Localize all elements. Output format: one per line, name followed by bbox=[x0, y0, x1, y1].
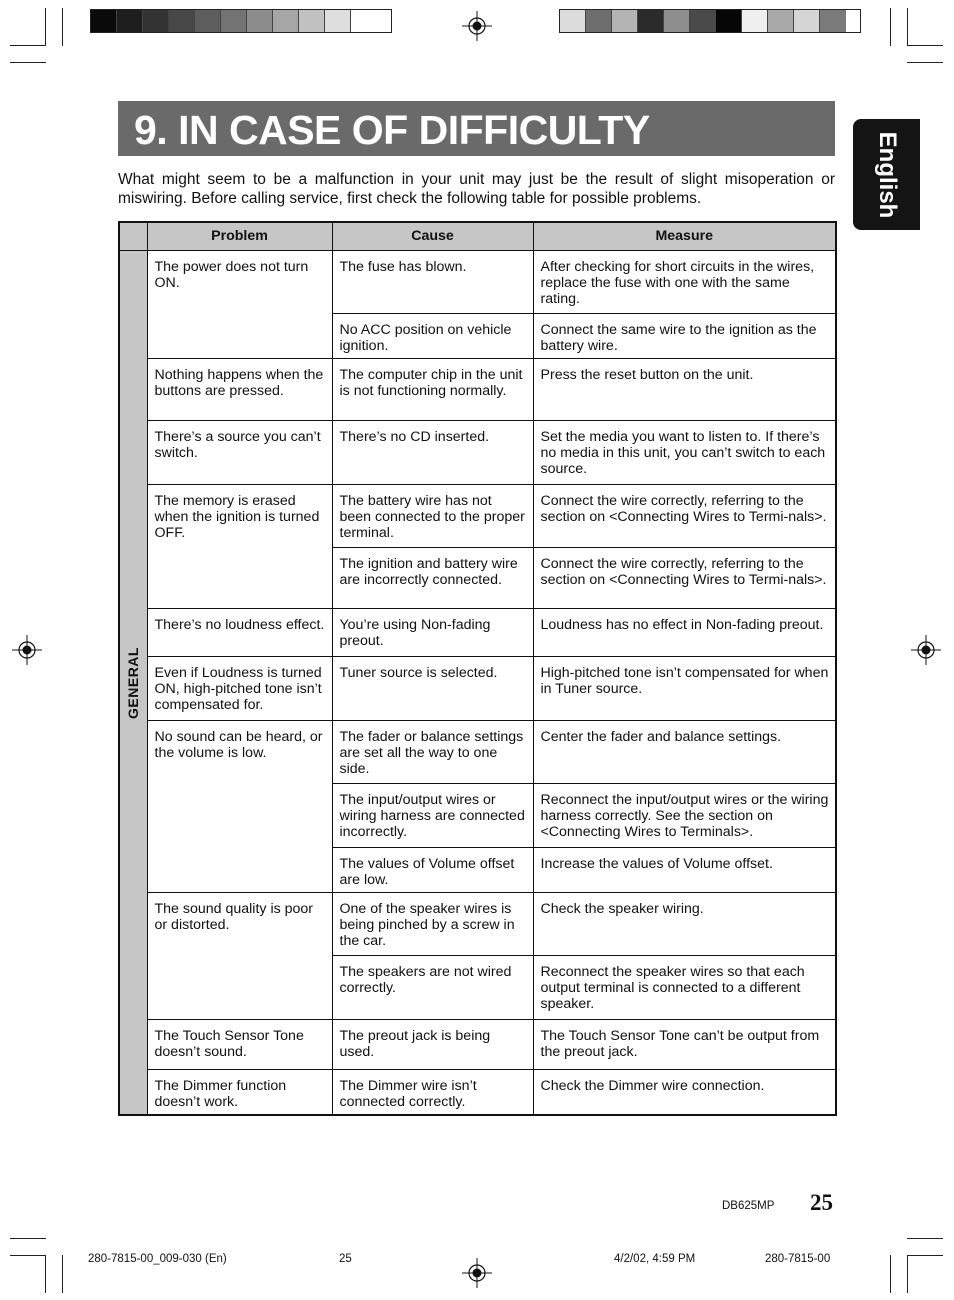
cause-cell: Tuner source is selected. bbox=[332, 656, 533, 720]
problem-cell: There’s no loudness effect. bbox=[147, 608, 332, 656]
gray-scale-swatch bbox=[612, 10, 638, 32]
table-row bbox=[119, 420, 836, 484]
table-header-row bbox=[119, 222, 836, 250]
cause-cell: No ACC position on vehicle ignition. bbox=[332, 313, 533, 358]
measure-cell: Press the reset button on the unit. bbox=[533, 358, 836, 420]
crop-mark bbox=[907, 1255, 908, 1293]
header-cause: Cause bbox=[332, 222, 533, 250]
measure-cell: Set the media you want to listen to. If there’s no media in this unit, you can’t switch to each source. bbox=[533, 420, 836, 484]
gray-scale-swatch bbox=[586, 10, 612, 32]
language-tab bbox=[853, 119, 920, 230]
crop-mark bbox=[907, 45, 943, 46]
problem-cell: Even if Loudness is turned ON, high-pitched tone isn’t compensated for. bbox=[147, 656, 332, 720]
crop-mark bbox=[907, 1238, 943, 1239]
troubleshooting-table bbox=[118, 221, 837, 1116]
measure-cell: Connect the wire correctly, referring to the section on <Connecting Wires to Termi-nals>. bbox=[533, 484, 836, 547]
problem-cell: The Dimmer function doesn’t work. bbox=[147, 1069, 332, 1115]
crop-mark bbox=[10, 45, 46, 46]
cause-cell: One of the speaker wires is being pinched by a screw in the car. bbox=[332, 892, 533, 955]
crop-mark bbox=[907, 62, 943, 63]
cause-cell: The preout jack is being used. bbox=[332, 1019, 533, 1069]
cause-cell: The Dimmer wire isn’t connected correctly. bbox=[332, 1069, 533, 1115]
problem-cell: Nothing happens when the buttons are pressed. bbox=[147, 358, 332, 420]
cause-cell: The ignition and battery wire are incorrectly connected. bbox=[332, 547, 533, 608]
measure-cell: The Touch Sensor Tone can’t be output from the preout jack. bbox=[533, 1019, 836, 1069]
section-title-bar bbox=[118, 101, 835, 156]
section-label: GENERAL bbox=[125, 646, 142, 719]
gray-scale-swatch bbox=[117, 10, 143, 32]
registration-mark-icon bbox=[462, 11, 492, 41]
page-title: 9. IN CASE OF DIFFICULTY bbox=[134, 107, 650, 153]
gray-scale-swatch bbox=[325, 10, 351, 32]
crop-mark bbox=[907, 1255, 943, 1256]
cause-cell: The input/output wires or wiring harness are connected incorrectly. bbox=[332, 783, 533, 847]
table-row bbox=[119, 484, 836, 547]
gray-scale-swatch bbox=[690, 10, 716, 32]
gray-scale-swatch bbox=[794, 10, 820, 32]
gray-scale-swatch bbox=[768, 10, 794, 32]
problem-cell: The power does not turn ON. bbox=[147, 250, 332, 358]
gray-scale-swatch bbox=[221, 10, 247, 32]
table-row bbox=[119, 358, 836, 420]
problem-cell: There’s a source you can’t switch. bbox=[147, 420, 332, 484]
problem-cell: The memory is erased when the ignition is turned OFF. bbox=[147, 484, 332, 608]
crop-mark bbox=[10, 62, 46, 63]
measure-cell: Reconnect the input/output wires or the wiring harness correctly. See the section on <Connecting Wires to Terminals>. bbox=[533, 783, 836, 847]
section-label-cell bbox=[119, 250, 147, 1115]
table-row bbox=[119, 1069, 836, 1115]
table-row bbox=[119, 608, 836, 656]
crop-mark bbox=[45, 8, 46, 46]
cause-cell: The computer chip in the unit is not functioning normally. bbox=[332, 358, 533, 420]
crop-mark bbox=[10, 1255, 46, 1256]
table-row bbox=[119, 1019, 836, 1069]
file-reference: 280-7815-00_009-030 (En) bbox=[88, 1253, 227, 1265]
table-row bbox=[119, 892, 836, 955]
table-row bbox=[119, 250, 836, 313]
cause-cell: There’s no CD inserted. bbox=[332, 420, 533, 484]
gray-scale-swatch bbox=[273, 10, 299, 32]
crop-mark bbox=[62, 8, 63, 46]
problem-cell: No sound can be heard, or the volume is low. bbox=[147, 720, 332, 892]
measure-cell: Connect the wire correctly, referring to the section on <Connecting Wires to Termi-nals>. bbox=[533, 547, 836, 608]
measure-cell: Loudness has no effect in Non-fading preout. bbox=[533, 608, 836, 656]
color-calibration-bar-right bbox=[559, 9, 861, 33]
gray-scale-swatch bbox=[195, 10, 221, 32]
crop-mark bbox=[890, 1255, 891, 1293]
header-measure: Measure bbox=[533, 222, 836, 250]
gray-scale-swatch bbox=[143, 10, 169, 32]
color-calibration-bar-left bbox=[90, 9, 392, 33]
problem-cell: The sound quality is poor or distorted. bbox=[147, 892, 332, 1019]
crop-mark bbox=[890, 8, 891, 46]
model-number: DB625MP bbox=[722, 1200, 775, 1212]
gray-scale-swatch bbox=[299, 10, 325, 32]
problem-cell: The Touch Sensor Tone doesn’t sound. bbox=[147, 1019, 332, 1069]
gray-scale-swatch bbox=[820, 10, 846, 32]
intro-paragraph: What might seem to be a malfunction in your unit may just be the result of slight misoperation or miswiring. Before calling service, first check the following table for possible problems. bbox=[118, 171, 835, 207]
gray-scale-swatch bbox=[664, 10, 690, 32]
cause-cell: You’re using Non-fading preout. bbox=[332, 608, 533, 656]
crop-mark bbox=[62, 1255, 63, 1293]
crop-mark bbox=[907, 8, 908, 46]
header-problem: Problem bbox=[147, 222, 332, 250]
cause-cell: The fader or balance settings are set all the way to one side. bbox=[332, 720, 533, 783]
registration-mark-icon bbox=[462, 1258, 492, 1288]
table-row bbox=[119, 656, 836, 720]
measure-cell: High-pitched tone isn’t compensated for when in Tuner source. bbox=[533, 656, 836, 720]
gray-scale-swatch bbox=[247, 10, 273, 32]
cause-cell: The values of Volume offset are low. bbox=[332, 847, 533, 892]
part-number: 280-7815-00 bbox=[765, 1253, 831, 1265]
gray-scale-swatch bbox=[351, 10, 377, 32]
print-date: 4/2/02, 4:59 PM bbox=[614, 1253, 696, 1265]
cause-cell: The battery wire has not been connected to the proper terminal. bbox=[332, 484, 533, 547]
measure-cell: Check the speaker wiring. bbox=[533, 892, 836, 955]
page-number: 25 bbox=[810, 1190, 833, 1215]
measure-cell: Increase the values of Volume offset. bbox=[533, 847, 836, 892]
table-row bbox=[119, 720, 836, 783]
header-corner bbox=[119, 222, 147, 250]
registration-mark-icon bbox=[12, 635, 42, 665]
cause-cell: The fuse has blown. bbox=[332, 250, 533, 313]
registration-mark-icon bbox=[911, 635, 941, 665]
gray-scale-swatch bbox=[716, 10, 742, 32]
gray-scale-swatch bbox=[638, 10, 664, 32]
gray-scale-swatch bbox=[169, 10, 195, 32]
gray-scale-swatch bbox=[560, 10, 586, 32]
cause-cell: The speakers are not wired correctly. bbox=[332, 955, 533, 1019]
measure-cell: After checking for short circuits in the wires, replace the fuse with one with the same rating. bbox=[533, 250, 836, 313]
measure-cell: Reconnect the speaker wires so that each output terminal is connected to a different speaker. bbox=[533, 955, 836, 1019]
crop-mark bbox=[45, 1255, 46, 1293]
gray-scale-swatch bbox=[91, 10, 117, 32]
measure-cell: Connect the same wire to the ignition as the battery wire. bbox=[533, 313, 836, 358]
print-page: 25 bbox=[339, 1253, 352, 1265]
gray-scale-swatch bbox=[742, 10, 768, 32]
measure-cell: Center the fader and balance settings. bbox=[533, 720, 836, 783]
language-tab-label: English bbox=[873, 131, 901, 218]
crop-mark bbox=[10, 1238, 46, 1239]
measure-cell: Check the Dimmer wire connection. bbox=[533, 1069, 836, 1115]
